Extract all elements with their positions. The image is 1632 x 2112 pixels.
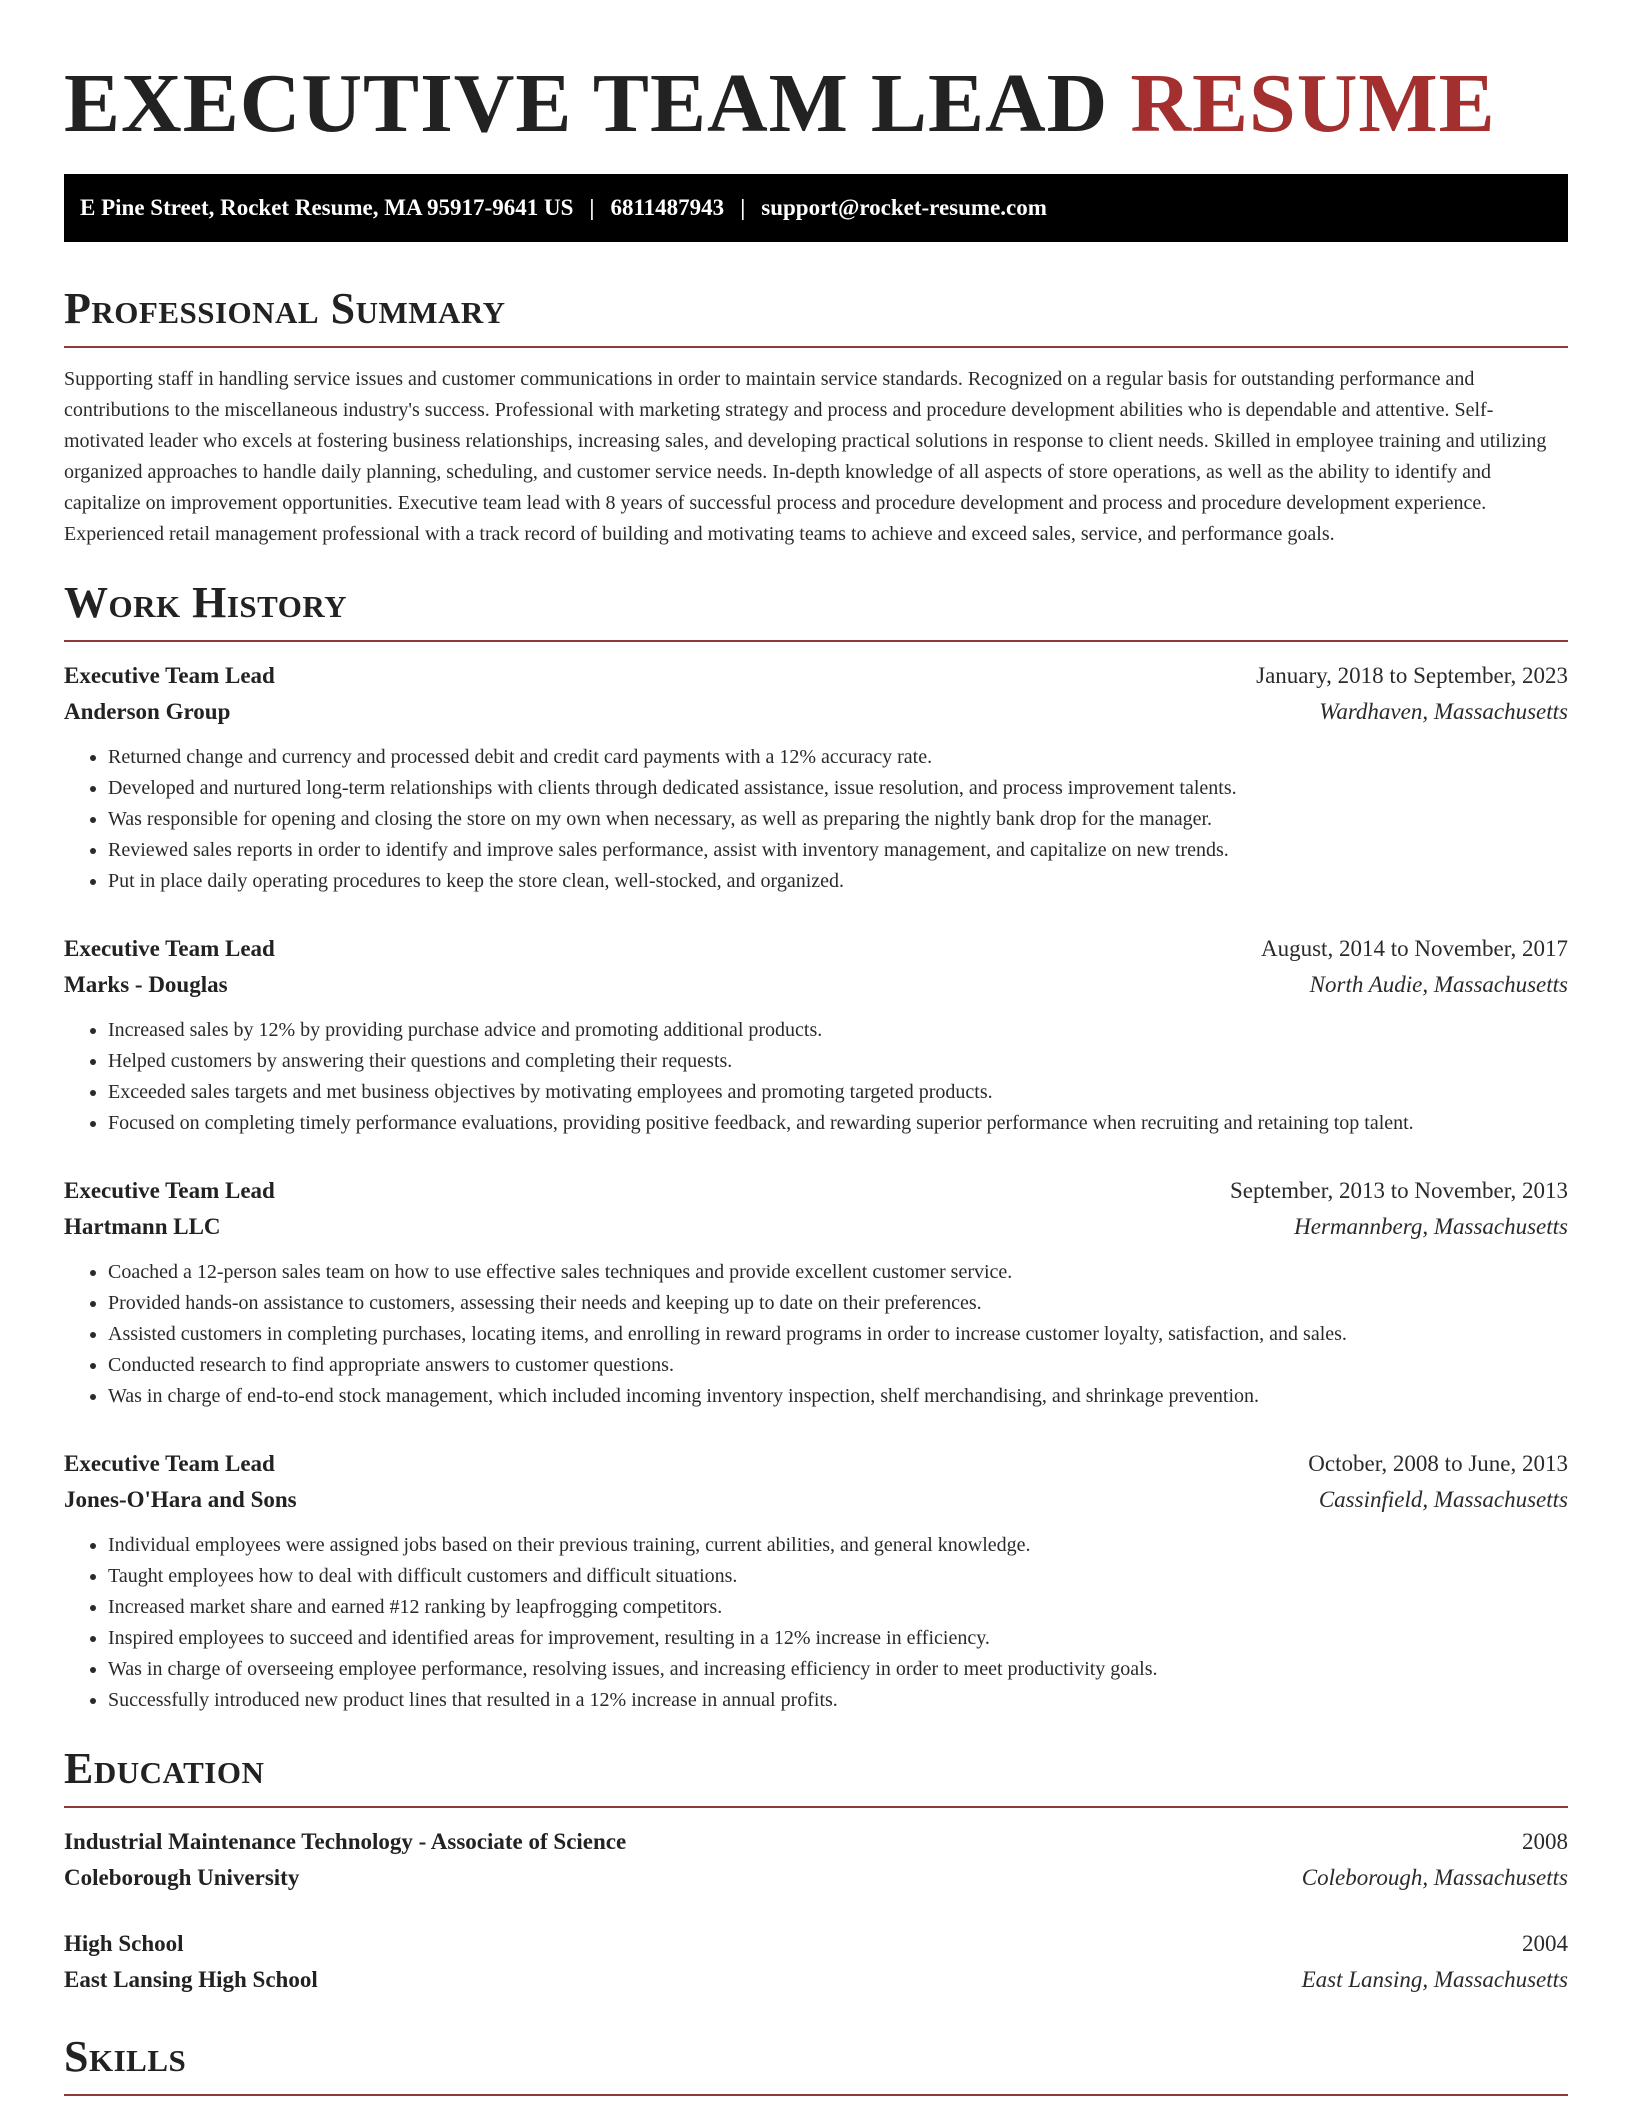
job-bullets: [64, 1530, 1568, 1716]
education-location: East Lansing, Massachusetts: [1301, 1967, 1568, 1992]
job-bullet: • Coached a 12-person sales team on how to use effective sales techniques and provide excellent customer service.: [108, 1257, 1568, 1288]
job-bullet: • Assisted customers in completing purchases, locating items, and enrolling in reward programs in order to increase customer loyalty, satisfaction, and sales.: [108, 1319, 1568, 1350]
job-entry: [64, 658, 1568, 897]
job-location: Cassinfield, Massachusetts: [1318, 1487, 1568, 1512]
job-dates: September, 2013 to November, 2013: [1230, 1178, 1568, 1203]
job-bullet: • Individual employees were assigned jobs based on their previous training, current abilities, and general knowledge.: [108, 1530, 1568, 1561]
contact-bar: [64, 174, 1568, 242]
job-entry: [64, 931, 1568, 1139]
education-school: Coleborough University: [64, 1865, 300, 1890]
job-dates: August, 2014 to November, 2017: [1261, 936, 1568, 961]
job-bullet: • Was responsible for opening and closing the store on my own when necessary, as well as preparing the nightly bank drop for the manager.: [108, 804, 1568, 835]
job-bullet: • Put in place daily operating procedures to keep the store clean, well-stocked, and organized.: [108, 866, 1568, 897]
contact-email[interactable]: support@rocket-resume.com: [761, 195, 1047, 220]
job-bullet: • Reviewed sales reports in order to identify and improve sales performance, assist with inventory management, and capitalize on new trends.: [108, 835, 1568, 866]
job-bullet: • Conducted research to find appropriate answers to customer questions.: [108, 1350, 1568, 1381]
job-bullet: • Helped customers by answering their questions and completing their requests.: [108, 1046, 1568, 1077]
contact-separator: |: [589, 195, 595, 220]
job-bullet: • Exceeded sales targets and met business objectives by motivating employees and promoting targeted products.: [108, 1077, 1568, 1108]
education-year: 2004: [1522, 1931, 1568, 1956]
job-location: Wardhaven, Massachusetts: [1319, 699, 1568, 724]
job-entry: [64, 1173, 1568, 1412]
job-bullet: • Inspired employees to succeed and identified areas for improvement, resulting in a 12% increase in efficiency.: [108, 1623, 1568, 1654]
job-dates: October, 2008 to June, 2013: [1308, 1451, 1568, 1476]
job-bullets: [64, 1257, 1568, 1412]
job-bullet: • Provided hands-on assistance to customers, assessing their needs and keeping up to date on their preferences.: [108, 1288, 1568, 1319]
job-title-row: [64, 1446, 1568, 1482]
education-school: East Lansing High School: [64, 1967, 318, 1992]
job-company: Anderson Group: [64, 699, 231, 724]
resume-page: [64, 0, 1568, 2096]
job-bullets: [64, 1015, 1568, 1139]
resume-title: [64, 58, 1568, 150]
summary-text: Supporting staff in handling service issues and customer communications in order to maintain service standards. Recognized on a regular basis for outstanding performance and contributions to the miscellaneous industry's success. Professional with marketing strategy and process and procedure development abilities who is dependable and attentive. Self-motivated leader who excels at fostering business relationships, increasing sales, and developing practical solutions in response to client needs. Skilled in employee training and utilizing organized approaches to handle daily planning, scheduling, and customer service needs. In-depth knowledge of all aspects of store operations, as well as the ability to identify and capitalize on improvement opportunities. Executive team lead with 8 years of successful process and procedure development and process and procedure development experience. Experienced retail management professional with a track record of building and motivating teams to achieve and exceed sales, service, and performance goals.: [64, 368, 1547, 545]
job-title-row: [64, 931, 1568, 967]
education-school-row: [64, 1860, 1568, 1896]
education-degree-row: [64, 1926, 1568, 1962]
job-company: Marks - Douglas: [64, 972, 228, 997]
job-location: North Audie, Massachusetts: [1309, 972, 1568, 997]
job-bullet: • Was in charge of overseeing employee performance, resolving issues, and increasing efficiency in order to meet productivity goals.: [108, 1654, 1568, 1685]
contact-address: E Pine Street, Rocket Resume, MA 95917-9641 US: [80, 195, 574, 220]
job-bullet: • Developed and nurtured long-term relationships with clients through dedicated assistance, issue resolution, and process improvement talents.: [108, 773, 1568, 804]
education-entry: [64, 1824, 1568, 1896]
summary-heading: Professional Summary: [64, 284, 1568, 348]
job-company: Hartmann LLC: [64, 1214, 221, 1239]
job-dates: January, 2018 to September, 2023: [1256, 663, 1568, 688]
job-bullet: • Taught employees how to deal with difficult customers and difficult situations.: [108, 1561, 1568, 1592]
title-accent: RESUME: [1130, 57, 1496, 150]
education-location: Coleborough, Massachusetts: [1301, 1865, 1568, 1890]
job-bullet: • Successfully introduced new product lines that resulted in a 12% increase in annual profits.: [108, 1685, 1568, 1716]
job-title-row: [64, 658, 1568, 694]
job-bullets: [64, 742, 1568, 897]
job-company-row: [64, 967, 1568, 1003]
work-history-heading: Work History: [64, 578, 1568, 642]
job-bullet: • Returned change and currency and processed debit and credit card payments with a 12% accuracy rate.: [108, 742, 1568, 773]
job-title: Executive Team Lead: [64, 1451, 275, 1476]
education-degree: Industrial Maintenance Technology - Associate of Science: [64, 1829, 627, 1854]
job-title: Executive Team Lead: [64, 936, 275, 961]
job-bullet: • Focused on completing timely performance evaluations, providing positive feedback, and rewarding superior performance when recruiting and retaining top talent.: [108, 1108, 1568, 1139]
contact-phone[interactable]: 6811487943: [610, 195, 725, 220]
education-school-row: [64, 1962, 1568, 1998]
job-company: Jones-O'Hara and Sons: [64, 1487, 297, 1512]
job-title: Executive Team Lead: [64, 1178, 275, 1203]
job-bullet: • Was in charge of end-to-end stock management, which included incoming inventory inspection, shelf merchandising, and shrinkage prevention.: [108, 1381, 1568, 1412]
title-main: EXECUTIVE TEAM LEAD: [64, 57, 1109, 150]
education-year: 2008: [1522, 1829, 1568, 1854]
skills-heading: Skills: [64, 2032, 1568, 2096]
job-title-row: [64, 1173, 1568, 1209]
job-company-row: [64, 694, 1568, 730]
job-company-row: [64, 1209, 1568, 1245]
contact-separator: |: [740, 195, 746, 220]
job-location: Hermannberg, Massachusetts: [1294, 1214, 1568, 1239]
job-title: Executive Team Lead: [64, 663, 275, 688]
job-company-row: [64, 1482, 1568, 1518]
job-entry: [64, 1446, 1568, 1716]
education-degree: High School: [64, 1931, 184, 1956]
job-bullet: • Increased market share and earned #12 ranking by leapfrogging competitors.: [108, 1592, 1568, 1623]
education-entry: [64, 1926, 1568, 1998]
job-bullet: • Increased sales by 12% by providing purchase advice and promoting additional products.: [108, 1015, 1568, 1046]
education-heading: Education: [64, 1744, 1568, 1808]
education-degree-row: [64, 1824, 1568, 1860]
